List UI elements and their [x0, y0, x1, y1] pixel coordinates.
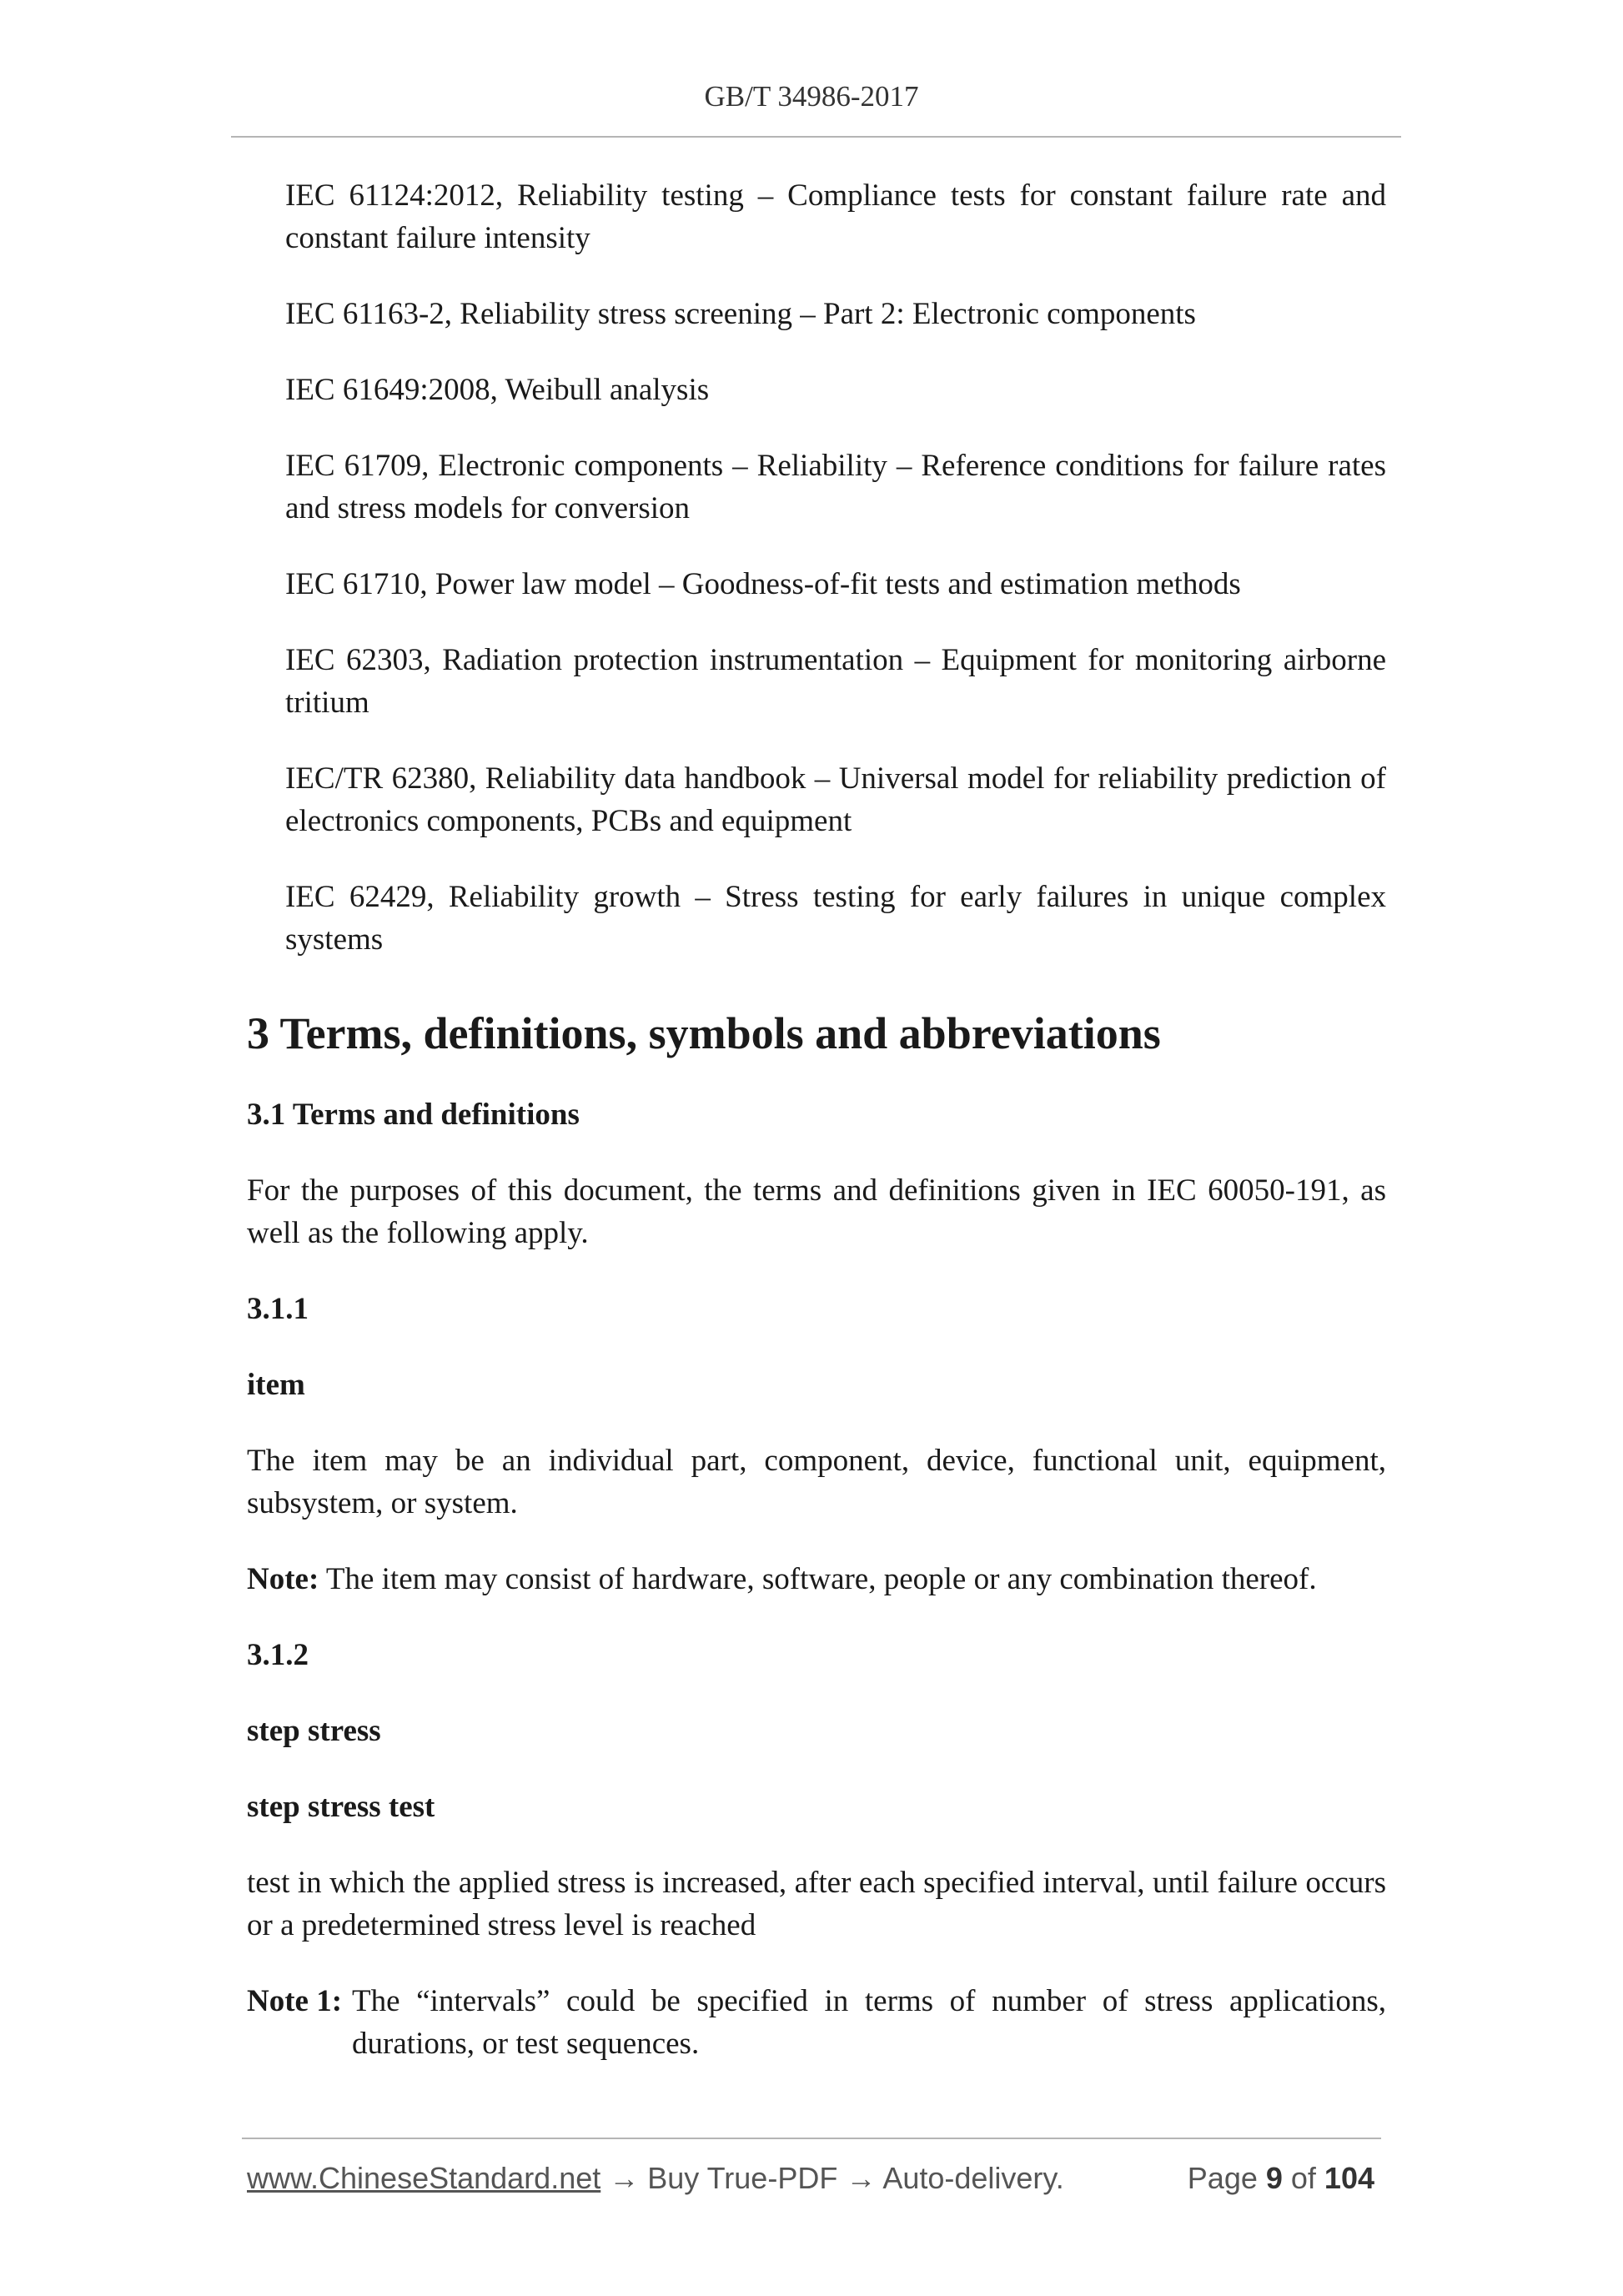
term-number: 3.1.1 [247, 1292, 309, 1326]
note-text: The item may consist of hardware, software, people or any combination thereof. [319, 1562, 1317, 1596]
page-number: 9 [1265, 2161, 1283, 2195]
term-name: item [247, 1368, 305, 1402]
reference-item: IEC 61709, Electronic components – Reliability – Reference conditions for failure rates and stress models for conversion [285, 449, 1386, 525]
footer-tagline: → Buy True-PDF → Auto-delivery. [600, 2161, 1064, 2195]
website-link[interactable]: www.ChineseStandard.net [247, 2161, 601, 2195]
reference-item: IEC 61710, Power law model – Goodness-of-fit tests and estimation methods [285, 567, 1241, 601]
term-definition: test in which the applied stress is increased, after each specified interval, until failure occurs or a predetermined stress level is reached [247, 1866, 1386, 1942]
reference-item: IEC 61649:2008, Weibull analysis [285, 373, 710, 407]
reference-item: IEC/TR 62380, Reliability data handbook – Universal model for reliability prediction of electronics components, PCBs and equipment [285, 761, 1386, 838]
section-intro: For the purposes of this document, the terms and definitions given in IEC 60050-191, as well as the following apply. [247, 1173, 1386, 1250]
of-label: of [1282, 2161, 1324, 2195]
footer-promo [247, 2161, 1064, 2196]
terms-section [247, 1006, 1386, 2065]
term-note [247, 1558, 1386, 1600]
reference-item: IEC 61124:2012, Reliability testing – Compliance tests for constant failure rate and constant failure intensity [285, 178, 1386, 255]
term-note [247, 1980, 1386, 2065]
page-label: Page [1187, 2161, 1266, 2195]
normative-references-list [285, 174, 1386, 994]
reference-item: IEC 61163-2, Reliability stress screening – Part 2: Electronic components [285, 297, 1196, 331]
reference-item: IEC 62429, Reliability growth – Stress testing for early failures in unique complex systems [285, 880, 1386, 957]
section-heading: 3 Terms, definitions, symbols and abbreviations [247, 1008, 1161, 1058]
subsection-heading: 3.1 Terms and definitions [247, 1098, 580, 1132]
note-label: Note 1: [247, 1984, 343, 2018]
term-number: 3.1.2 [247, 1638, 309, 1672]
document-header: GB/T 34986-2017 [704, 80, 919, 113]
total-pages: 104 [1324, 2161, 1374, 2195]
header-divider [231, 136, 1401, 138]
footer-divider [242, 2138, 1381, 2139]
reference-item: IEC 62303, Radiation protection instrumentation – Equipment for monitoring airborne tritium [285, 643, 1386, 720]
note-text: The “intervals” could be specified in terms of number of stress applications, durations, or test sequences. [352, 1984, 1386, 2061]
page-indicator [1188, 2161, 1374, 2196]
term-alt-name: step stress test [247, 1790, 435, 1824]
term-name: step stress [247, 1714, 381, 1748]
note-label: Note: [247, 1562, 319, 1596]
term-definition: The item may be an individual part, component, device, functional unit, equipment, subsystem, or system. [247, 1444, 1386, 1520]
